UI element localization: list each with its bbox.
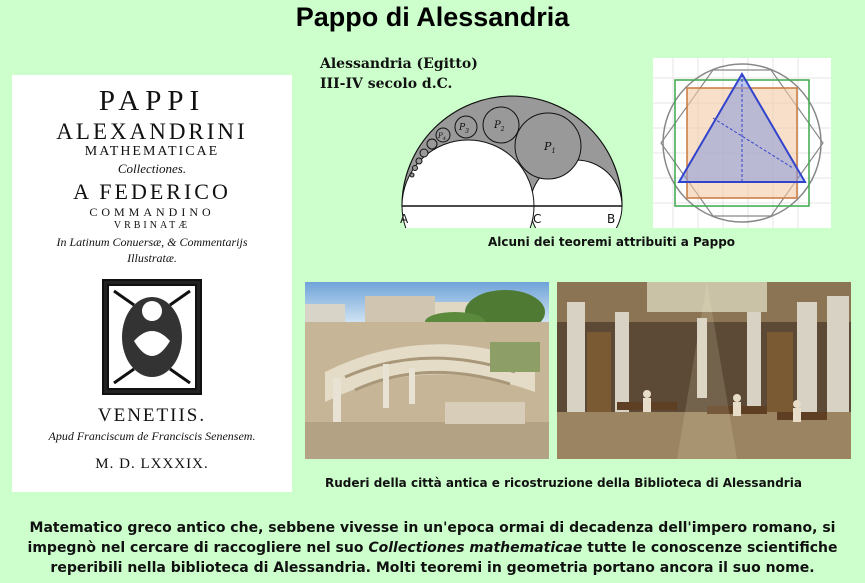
book-line-illustratae: Illustratæ. bbox=[127, 251, 177, 265]
book-line-collectiones: Collectiones. bbox=[117, 161, 187, 176]
book-line-printer: Apud Franciscum de Franciscis Senensem. bbox=[48, 429, 256, 443]
description-text bbox=[10, 518, 855, 578]
place-location: Alessandria (Egitto) bbox=[320, 56, 478, 72]
label-p1: $P_1$ bbox=[544, 140, 556, 155]
arbelos-diagram bbox=[392, 82, 632, 228]
book-line-alexandrini: ALEXANDRINI bbox=[56, 119, 248, 144]
book-line-venetiis: VENETIIS. bbox=[97, 405, 207, 426]
book-title-page bbox=[12, 75, 292, 492]
label-a: A bbox=[400, 212, 409, 226]
book-line-pappi: PAPPI bbox=[98, 85, 206, 117]
label-p4: $P_4$ bbox=[438, 132, 446, 142]
theorems-caption: Alcuni dei teoremi attribuiti a Pappo bbox=[488, 235, 736, 249]
label-b: B bbox=[607, 212, 616, 226]
book-line-latinum: In Latinum Conuersæ, & Commentarijs bbox=[56, 235, 248, 249]
description-part2: tutte le conoscenze scientifiche reperibili nella biblioteca di Alessandria. Molti teoremi in geometria portano ancora il suo nome. bbox=[50, 540, 838, 576]
library-reconstruction-image bbox=[557, 282, 851, 459]
label-p2: $P_2$ bbox=[494, 120, 505, 133]
book-line-urbinatae: VRBINATÆ bbox=[113, 220, 191, 231]
page-title: Pappo di Alessandria bbox=[295, 2, 570, 32]
description-part1: Matematico greco antico che, sebbene vivesse in un'epoca ormai di decadenza dell'impero romano, si impegnò nel cercare di raccogliere nel suo bbox=[27, 520, 836, 556]
label-c: C bbox=[533, 212, 542, 226]
ruins-photo bbox=[305, 282, 549, 459]
ruins-library-caption: Ruderi della città antica e ricostruzione della Biblioteca di Alessandria bbox=[325, 476, 802, 490]
geometry-figure bbox=[653, 58, 831, 228]
book-line-federico: A FEDERICO bbox=[73, 179, 231, 204]
book-line-mathematicae: MATHEMATICAE bbox=[84, 144, 220, 159]
printer-device-emblem bbox=[102, 279, 202, 395]
book-line-date: M. D. LXXXIX. bbox=[95, 456, 209, 472]
label-p3: $P_3$ bbox=[459, 123, 469, 135]
book-line-commandino: COMMANDINO bbox=[89, 205, 215, 219]
place-century: III-IV secolo d.C. bbox=[320, 76, 453, 92]
work-title: Collectiones mathematicae bbox=[368, 540, 583, 556]
